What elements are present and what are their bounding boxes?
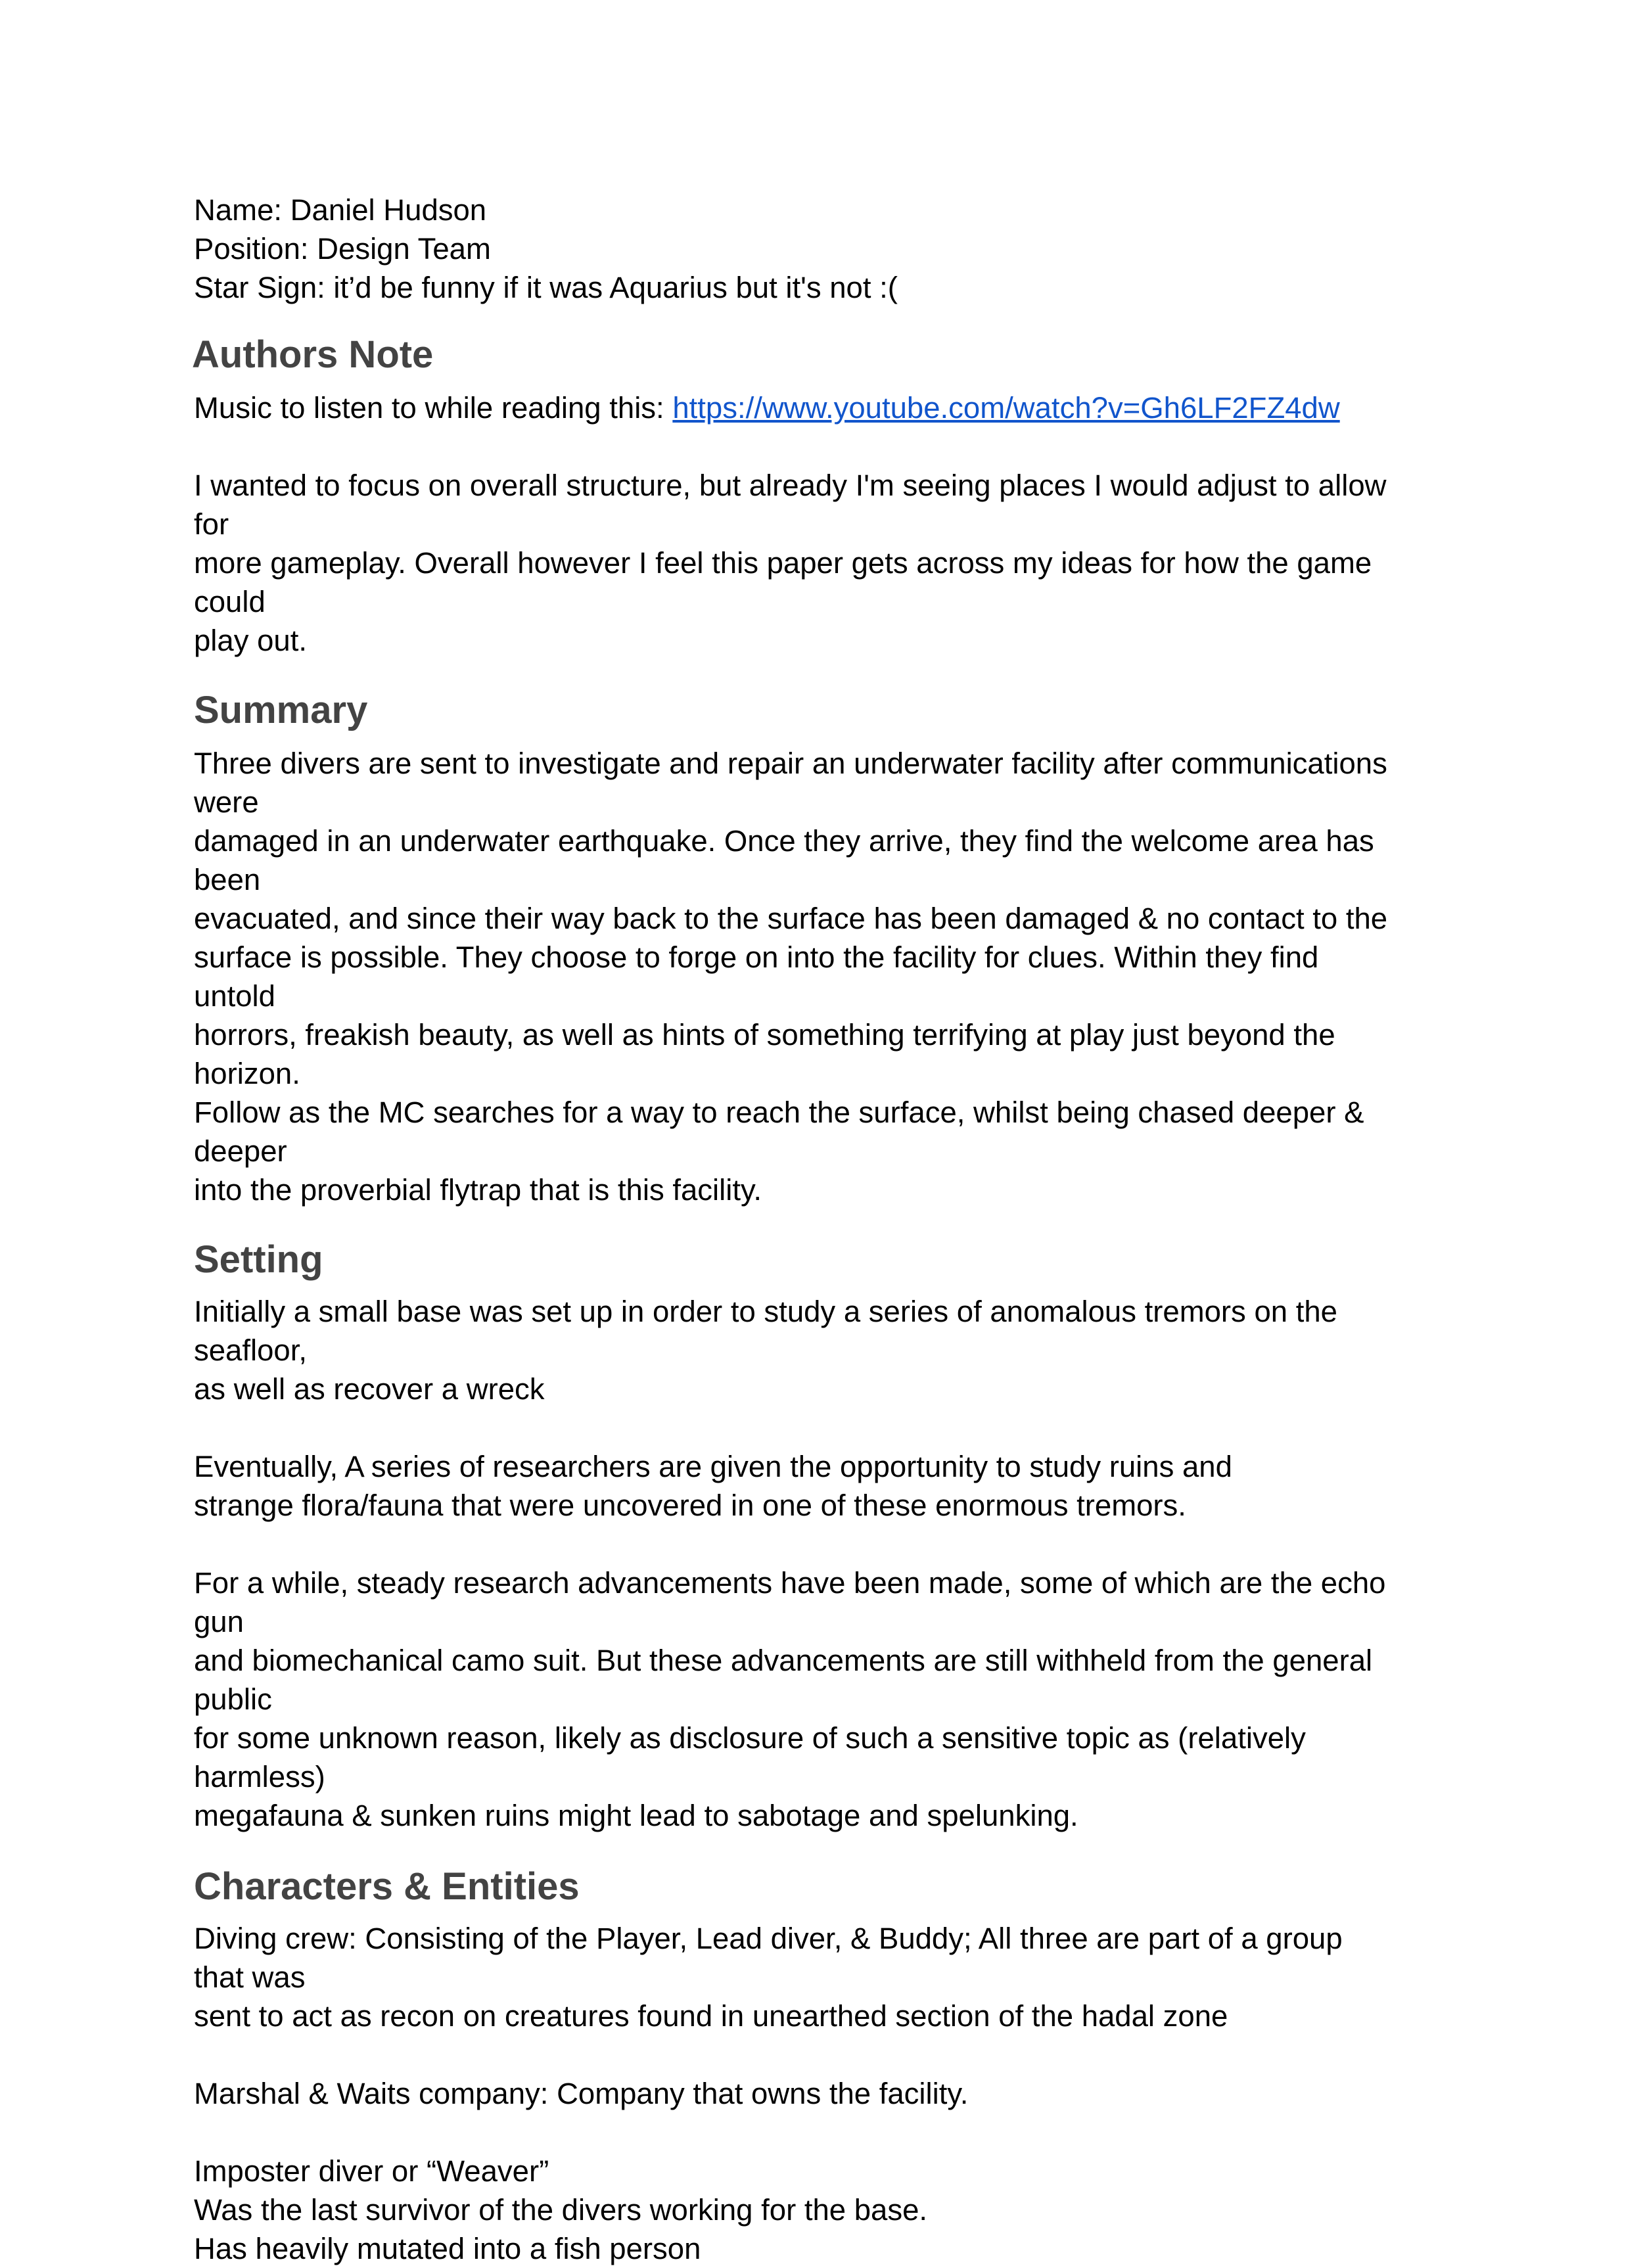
summary-line-6: Follow as the MC searches for a way to reach the surface, whilst being chased deeper & deeper (194, 1096, 1364, 1168)
imposter-line-2: Was the last survivor of the divers working for the base. (194, 2193, 928, 2227)
summary-line-2: damaged in an underwater earthquake. Once they arrive, they find the welcome area has been (194, 824, 1374, 896)
imposter-line-3: Has heavily mutated into a fish person (194, 2232, 701, 2265)
music-prefix: Music to listen to while reading this: (194, 391, 673, 425)
company-line: Marshal & Waits company: Company that owns the facility. (194, 2077, 969, 2110)
authors-note-line-2: more gameplay. Overall however I feel this paper gets across my ideas for how the game could (194, 546, 1372, 618)
author-star-sign: Star Sign: it’d be funny if it was Aquarius but it's not :( (194, 271, 898, 304)
setting-p2-line-1: Eventually, A series of researchers are given the opportunity to study ruins and (194, 1450, 1232, 1483)
music-link[interactable]: https://www.youtube.com/watch?v=Gh6LF2FZ4dw (672, 391, 1340, 425)
authors-note-line-1: I wanted to focus on overall structure, but already I'm seeing places I would adjust to allow for (194, 469, 1387, 541)
authors-note-heading: Authors Note (192, 333, 434, 376)
setting-p2-line-2: strange flora/fauna that were uncovered in one of these enormous tremors. (194, 1489, 1186, 1522)
setting-p3-line-1: For a while, steady research advancements have been made, some of which are the echo gun (194, 1566, 1386, 1638)
setting-p3-line-2: and biomechanical camo suit. But these advancements are still withheld from the general public (194, 1644, 1373, 1716)
setting-heading: Setting (194, 1238, 323, 1281)
spacer (194, 1408, 1393, 1447)
spacer (194, 2113, 1393, 2152)
diving-crew-line-1: Diving crew: Consisting of the Player, Lead diver, & Buddy; All three are part of a group that was (194, 1922, 1343, 1994)
setting-p1-line-1: Initially a small base was set up in order to study a series of anomalous tremors on the seafloor, (194, 1295, 1337, 1367)
summary-line-1: Three divers are sent to investigate and repair an underwater facility after communications were (194, 747, 1387, 819)
author-info (194, 191, 1393, 307)
summary-line-5: horrors, freakish beauty, as well as hints of something terrifying at play just beyond the horizon. (194, 1018, 1335, 1090)
music-line (194, 388, 1393, 427)
setting-p3-line-3: for some unknown reason, likely as disclosure of such a sensitive topic as (relatively harmless) (194, 1721, 1306, 1794)
characters-heading: Characters & Entities (194, 1865, 580, 1908)
diving-crew-line-2: sent to act as recon on creatures found in unearthed section of the hadal zone (194, 1999, 1228, 2033)
imposter-line-1: Imposter diver or “Weaver” (194, 2154, 549, 2188)
setting-p3-line-4: megafauna & sunken ruins might lead to sabotage and spelunking. (194, 1799, 1078, 1832)
spacer (194, 427, 1393, 466)
author-position: Position: Design Team (194, 232, 491, 266)
summary-line-3: evacuated, and since their way back to the surface has been damaged & no contact to the (194, 902, 1388, 935)
summary-line-4: surface is possible. They choose to forge on into the facility for clues. Within they find untold (194, 940, 1319, 1013)
summary-heading: Summary (194, 689, 368, 731)
author-name: Name: Daniel Hudson (194, 193, 487, 227)
authors-note-line-3: play out. (194, 624, 308, 657)
spacer (194, 2035, 1393, 2074)
spacer (194, 1525, 1393, 1563)
summary-line-7: into the proverbial flytrap that is this facility. (194, 1173, 762, 1207)
setting-p1-line-2: as well as recover a wreck (194, 1372, 545, 1406)
